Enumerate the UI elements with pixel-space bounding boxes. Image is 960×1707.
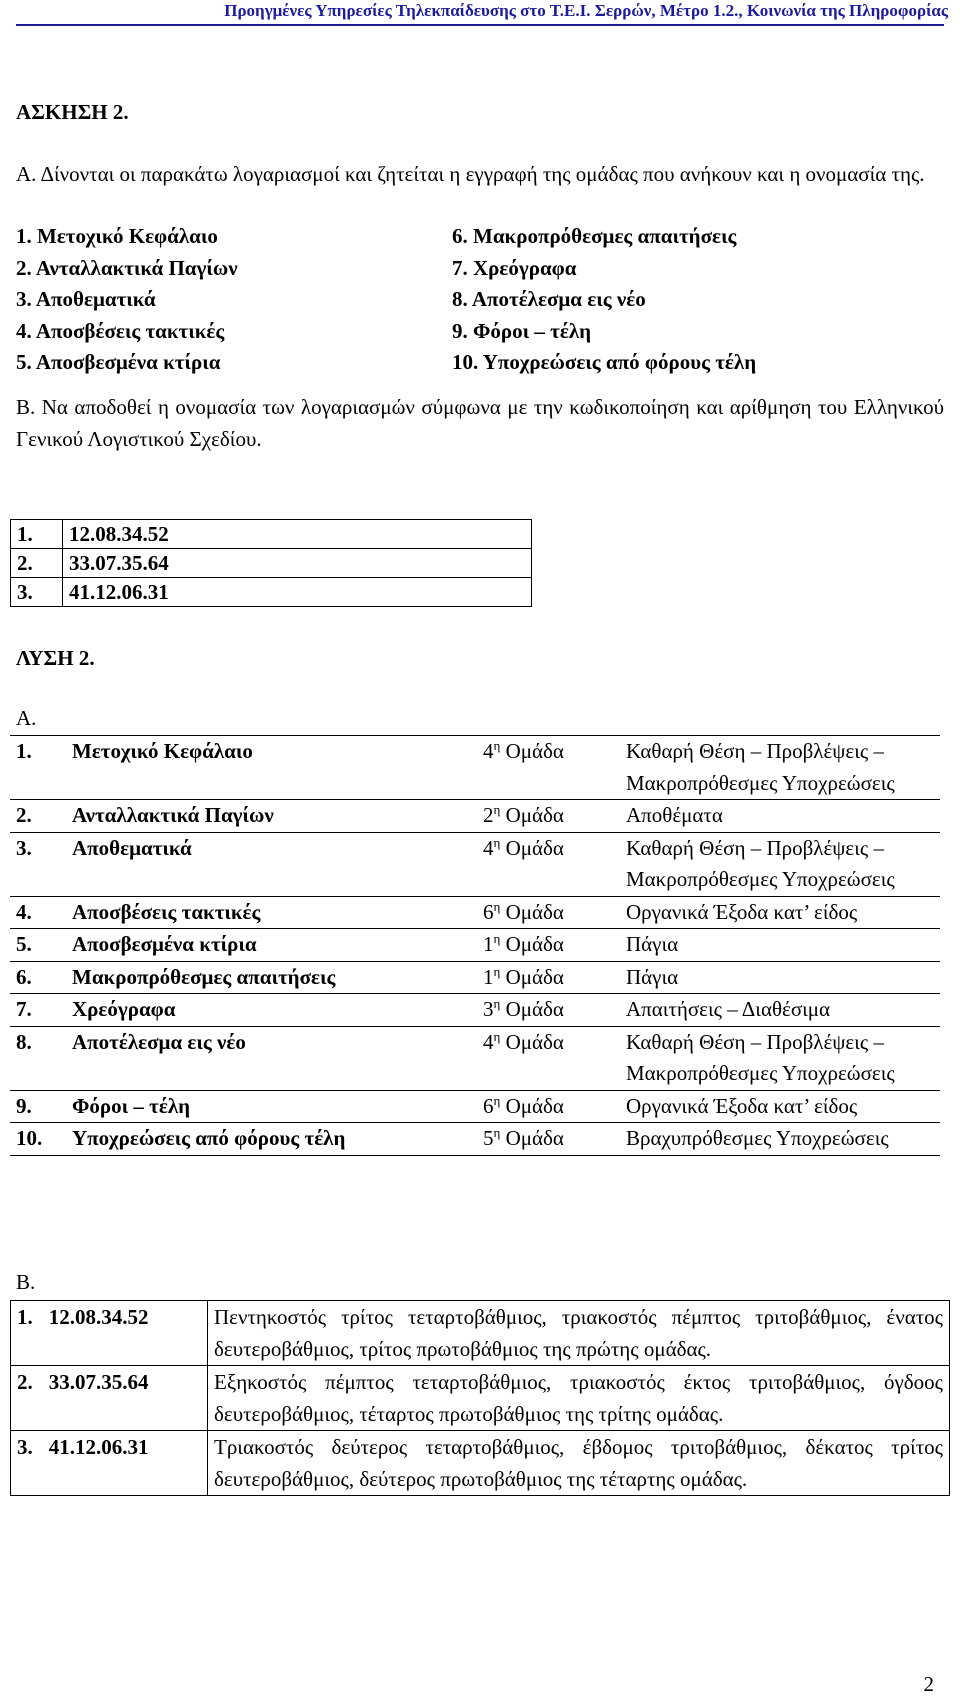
- row-number: 3.: [10, 832, 66, 896]
- group-word: Ομάδα: [505, 739, 564, 763]
- account-right: 6. Μακροπρόθεσμες απαιτήσεις: [452, 224, 737, 248]
- table-row: [10, 1026, 940, 1090]
- group-name: Καθαρή Θέση – Προβλέψεις – Μακροπρόθεσμες Υποχρεώσεις: [620, 736, 940, 800]
- accounts-table: [10, 221, 890, 379]
- table-row: [11, 1366, 950, 1431]
- group-word: Ομάδα: [505, 964, 564, 989]
- group-word: Ομάδα: [505, 1093, 564, 1118]
- code-number: 3.: [11, 578, 63, 607]
- exercise-title: ΑΣΚΗΣΗ 2.: [16, 100, 129, 124]
- group-ordinal: η: [493, 996, 501, 1011]
- row-number: 10.: [10, 1123, 66, 1156]
- code-description: Πεντηκοστός τρίτος τεταρτοβάθμιος, τριακοστός πέμπτος τριτοβάθμιος, ένατος δευτεροβάθμιος, τρίτος πρωτοβάθμιος της πρώτης ομάδας.: [208, 1301, 950, 1366]
- row-number: 2.: [10, 800, 66, 833]
- group: [477, 736, 620, 800]
- group: [477, 832, 620, 896]
- account-left: 4. Αποσβέσεις τακτικές: [16, 318, 225, 343]
- group-ordinal: η: [493, 802, 501, 817]
- account-name: Υποχρεώσεις από φόρους τέλη: [66, 1123, 477, 1156]
- group-word: Ομάδα: [505, 1126, 564, 1150]
- row-number: 4.: [10, 896, 66, 929]
- account-name: Φόροι – τέλη: [66, 1090, 477, 1123]
- account-right: 9. Φόροι – τέλη: [452, 318, 592, 343]
- table-row: [10, 800, 940, 833]
- group-word: Ομάδα: [505, 803, 564, 827]
- code-value: 41.12.06.31: [63, 578, 532, 607]
- code-number: 2.: [11, 549, 63, 578]
- group: [477, 1123, 620, 1156]
- group-ordinal: η: [493, 898, 501, 914]
- group: [477, 896, 620, 929]
- table-row: [10, 284, 890, 316]
- group-name: Πάγια: [620, 929, 940, 962]
- row-number: 6.: [10, 961, 66, 994]
- code-description: Εξηκοστός πέμπτος τεταρτοβάθμιος, τριακοστός έκτος τριτοβάθμιος, όγδοος δευτεροβάθμιος, τέταρτος πρωτοβάθμιος της τρίτης ομάδας.: [208, 1366, 950, 1431]
- table-row: [10, 316, 890, 348]
- account-name: Αποθεματικά: [66, 832, 477, 896]
- group-number: 5: [483, 1126, 494, 1150]
- table-row: [11, 578, 532, 607]
- account-left: 1. Μετοχικό Κεφάλαιο: [16, 224, 218, 248]
- account-name: Ανταλλακτικά Παγίων: [66, 800, 477, 833]
- group-name: Βραχυπρόθεσμες Υποχρεώσεις: [620, 1123, 940, 1156]
- code-cell: [11, 1431, 208, 1496]
- part-b-intro: Β. Να αποδοθεί η ονομασία των λογαριασμών σύμφωνα με την κωδικοποίηση και αρίθμηση του Ελληνικού Γενικού Λογιστικού Σχεδίου.: [16, 395, 944, 451]
- account-code: 41.12.06.31: [48, 1435, 149, 1459]
- group-name: Απαιτήσεις – Διαθέσιμα: [620, 994, 940, 1027]
- group: [477, 961, 620, 994]
- table-row: [11, 1431, 950, 1496]
- group-number: 6: [483, 1093, 494, 1118]
- solution-a-label: Α.: [16, 706, 37, 730]
- table-row: [10, 929, 940, 962]
- table-row: [10, 961, 940, 994]
- account-right: 7. Χρεόγραφα: [452, 255, 577, 280]
- table-row: [10, 1090, 940, 1123]
- account-name: Μακροπρόθεσμες απαιτήσεις: [66, 961, 477, 994]
- account-name: Αποσβεσμένα κτίρια: [66, 929, 477, 962]
- group-ordinal: η: [493, 1125, 501, 1140]
- code-cell: [11, 1366, 208, 1431]
- row-number: 3.: [17, 1435, 33, 1459]
- account-left: 3. Αποθεματικά: [16, 287, 156, 311]
- group-word: Ομάδα: [505, 835, 564, 860]
- table-row: [10, 1123, 940, 1156]
- account-name: Αποσβέσεις τακτικές: [66, 896, 477, 929]
- group-word: Ομάδα: [505, 1029, 564, 1054]
- group-name: Οργανικά Έξοδα κατ’ είδος: [620, 896, 940, 929]
- account-right: 8. Αποτέλεσμα εις νέο: [452, 287, 646, 311]
- account-name: Χρεόγραφα: [66, 994, 477, 1027]
- solution-title: ΛΥΣΗ 2.: [16, 646, 95, 670]
- account-name: Αποτέλεσμα εις νέο: [66, 1026, 477, 1090]
- group-word: Ομάδα: [505, 997, 564, 1021]
- account-name: Μετοχικό Κεφάλαιο: [66, 736, 477, 800]
- group-ordinal: η: [493, 738, 501, 753]
- table-row: [11, 1301, 950, 1366]
- row-number: 8.: [10, 1026, 66, 1090]
- code-cell: [11, 1301, 208, 1366]
- group-ordinal: η: [493, 963, 501, 979]
- table-row: [10, 347, 890, 379]
- group: [477, 800, 620, 833]
- page-number: 2: [923, 1672, 934, 1696]
- group: [477, 1026, 620, 1090]
- group-number: 6: [483, 899, 494, 924]
- row-number: 9.: [10, 1090, 66, 1123]
- table-row: [10, 832, 940, 896]
- group-name: Καθαρή Θέση – Προβλέψεις – Μακροπρόθεσμες Υποχρεώσεις: [620, 832, 940, 896]
- table-row: [11, 549, 532, 578]
- table-row: [11, 520, 532, 549]
- code-number: 1.: [11, 520, 63, 549]
- group-word: Ομάδα: [505, 932, 564, 956]
- code-value: 12.08.34.52: [63, 520, 532, 549]
- account-left: 5. Αποσβεσμένα κτίρια: [16, 350, 221, 374]
- group-ordinal: η: [493, 1028, 501, 1044]
- account-code: 33.07.35.64: [48, 1370, 149, 1394]
- header-rule: [16, 24, 944, 26]
- group-number: 4: [483, 739, 494, 763]
- group: [477, 1090, 620, 1123]
- table-row: [10, 253, 890, 285]
- group: [477, 929, 620, 962]
- row-number: 7.: [10, 994, 66, 1027]
- group-number: 4: [483, 835, 494, 860]
- row-number: 1.: [17, 1305, 33, 1329]
- group-ordinal: η: [493, 1092, 501, 1108]
- group-number: 4: [483, 1029, 494, 1054]
- group-ordinal: η: [493, 931, 501, 946]
- account-left: 2. Ανταλλακτικά Παγίων: [16, 255, 238, 280]
- codes-table: [10, 519, 532, 607]
- group: [477, 994, 620, 1027]
- solution-b-table: [10, 1300, 950, 1496]
- table-row: [10, 994, 940, 1027]
- account-code: 12.08.34.52: [48, 1305, 149, 1329]
- group-name: Αποθέματα: [620, 800, 940, 833]
- table-row: [10, 221, 890, 253]
- row-number: 5.: [10, 929, 66, 962]
- group-name: Οργανικά Έξοδα κατ’ είδος: [620, 1090, 940, 1123]
- row-number: 1.: [10, 736, 66, 800]
- group-word: Ομάδα: [505, 899, 564, 924]
- code-description: Τριακοστός δεύτερος τεταρτοβάθμιος, έβδομος τριτοβάθμιος, δέκατος τρίτος δευτεροβάθμιος, δεύτερος πρωτοβάθμιος της τέταρτης ομάδας.: [208, 1431, 950, 1496]
- part-a-intro: Α. Δίνονται οι παρακάτω λογαριασμοί και ζητείται η εγγραφή της ομάδας που ανήκουν και η ονομασία της.: [16, 162, 925, 186]
- table-row: [10, 896, 940, 929]
- solution-a-table: [10, 735, 940, 1156]
- table-row: [10, 736, 940, 800]
- group-name: Καθαρή Θέση – Προβλέψεις – Μακροπρόθεσμες Υποχρεώσεις: [620, 1026, 940, 1090]
- group-ordinal: η: [493, 834, 501, 850]
- group-name: Πάγια: [620, 961, 940, 994]
- group-number: 2: [483, 803, 494, 827]
- running-header: Προηγμένες Υπηρεσίες Τηλεκπαίδευσης στο Τ.Ε.Ι. Σερρών, Μέτρο 1.2., Κοινωνία της Πληροφορίας: [224, 1, 948, 20]
- group-number: 1: [483, 964, 494, 989]
- row-number: 2.: [17, 1370, 33, 1394]
- group-number: 1: [483, 932, 494, 956]
- account-right: 10. Υποχρεώσεις από φόρους τέλη: [452, 350, 757, 374]
- group-number: 3: [483, 997, 494, 1021]
- solution-b-label: Β.: [16, 1270, 36, 1294]
- code-value: 33.07.35.64: [63, 549, 532, 578]
